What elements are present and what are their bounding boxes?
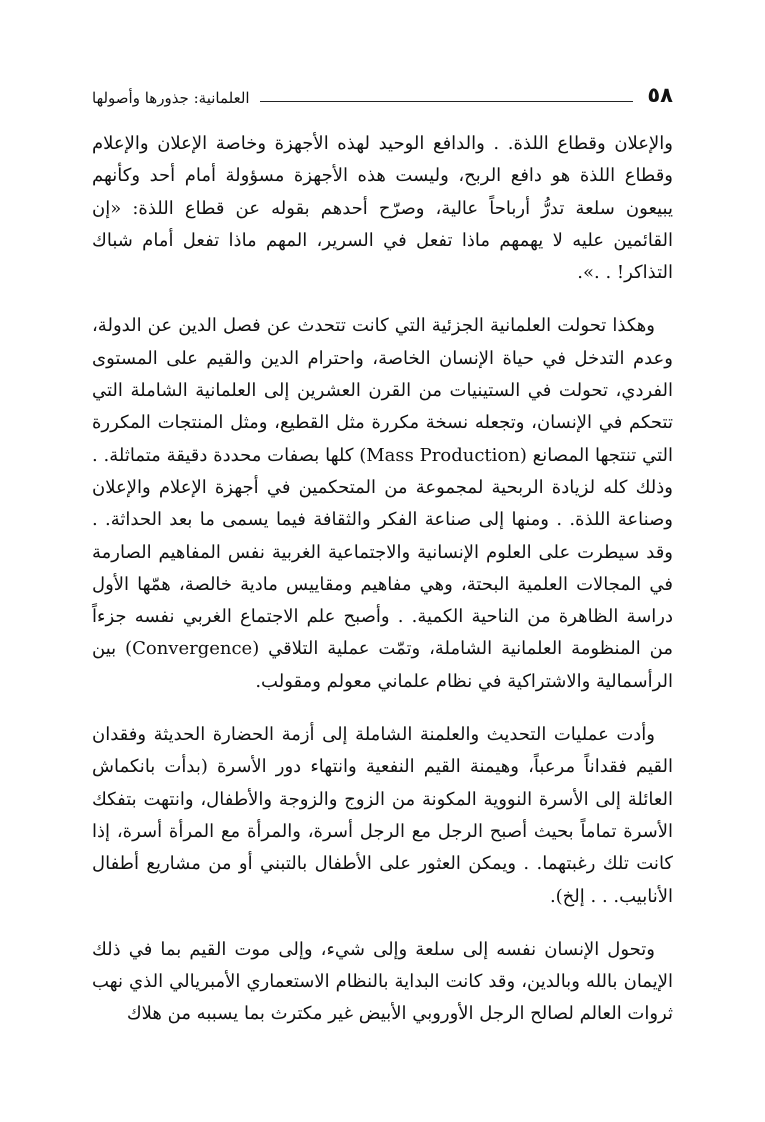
paragraph-3: وأدت عمليات التحديث والعلمنة الشاملة إلى أزمة الحضارة الحديثة وفقدان القيم فقداناً مرعباً، وهيمنة القيم النفعية وانتهاء دور الأسرة (بدأت بانكماش العائلة إلى الأسرة النووية المكونة من الزوج والزوجة والأطفال، وانتهت بتفكك الأسرة تماماً بحيث أصبح الرجل مع الرجل أسرة، والمرأة مع المرأة أسرة، إذا كانت تلك رغبتهما. . ويمكن العثور على الأطفال بالتبني أو من مشاريع أطفال الأنابيب. . . إلخ). bbox=[92, 724, 673, 907]
page-number: ٥٨ bbox=[647, 83, 673, 107]
paragraph-2: وهكذا تحولت العلمانية الجزئية التي كانت تتحدث عن فصل الدين عن الدولة، وعدم التدخل في حياة الإنسان الخاصة، واحترام الدين والقيم على المستوى الفردي، تحولت في الستينيات من القرن العشرين إلى العلمانية الشاملة التي تتحكم في الإنسان، وتجعله نسخة مكررة مثل القطيع، ومثل المنتجات المكررة التي تنتجها المصانع (Mass Production) كلها بصفات محددة دقيقة متماثلة. . وذلك كله لزيادة الربحية لمجموعة من المتحكمين في أجهزة الإعلام والإعلان وصناعة اللذة. . ومنها إلى صناعة الفكر والثقافة فيما يسمى ما بعد الحداثة. . وقد سيطرت على العلوم الإنسانية والاجتماعية الغربية نفس المفاهيم الصارمة في المجالات العلمية البحتة، وهي مفاهيم ومقاييس مادية خالصة، همّها الأول دراسة الظاهرة من الناحية الكمية. . وأصبح علم الاجتماع الغربي نفسه جزءاً من المنظومة العلمانية الشاملة، وتمّت عملية التلاقي (Convergence) بين الرأسمالية والاشتراكية في نظام علماني معولم ومقولب. bbox=[92, 315, 674, 692]
header-rule bbox=[260, 101, 634, 102]
paragraph-4: وتحول الإنسان نفسه إلى سلعة وإلى شيء، وإلى موت القيم بما في ذلك الإيمان بالله وبالدين، وقد كانت البداية بالنظام الاستعماري الأمبريالي الذي نهب ثروات العالم لصالح الرجل الأوروبي الأبيض غير مكترث بما يسببه من هلاك bbox=[92, 938, 673, 1025]
body-text bbox=[92, 128, 673, 1052]
running-title: العلمانية: جذورها وأصولها bbox=[92, 89, 250, 107]
paragraph-1: والإعلان وقطاع اللذة. . والدافع الوحيد لهذه الأجهزة وخاصة الإعلان والإعلام وقطاع اللذة هو دافع الربح، وليست هذه الأجهزة مسؤولة أمام أحد وكأنهم يبيعون سلعة تدرُّ أرباحاً عالية، وصرّح أحدهم بقوله عن قطاع اللذة: «إن القائمين عليه لا يهمهم ماذا تفعل في السرير، المهم ماذا تفعل أمام شباك التذاكر! . .». bbox=[92, 133, 673, 284]
running-header bbox=[92, 78, 673, 108]
